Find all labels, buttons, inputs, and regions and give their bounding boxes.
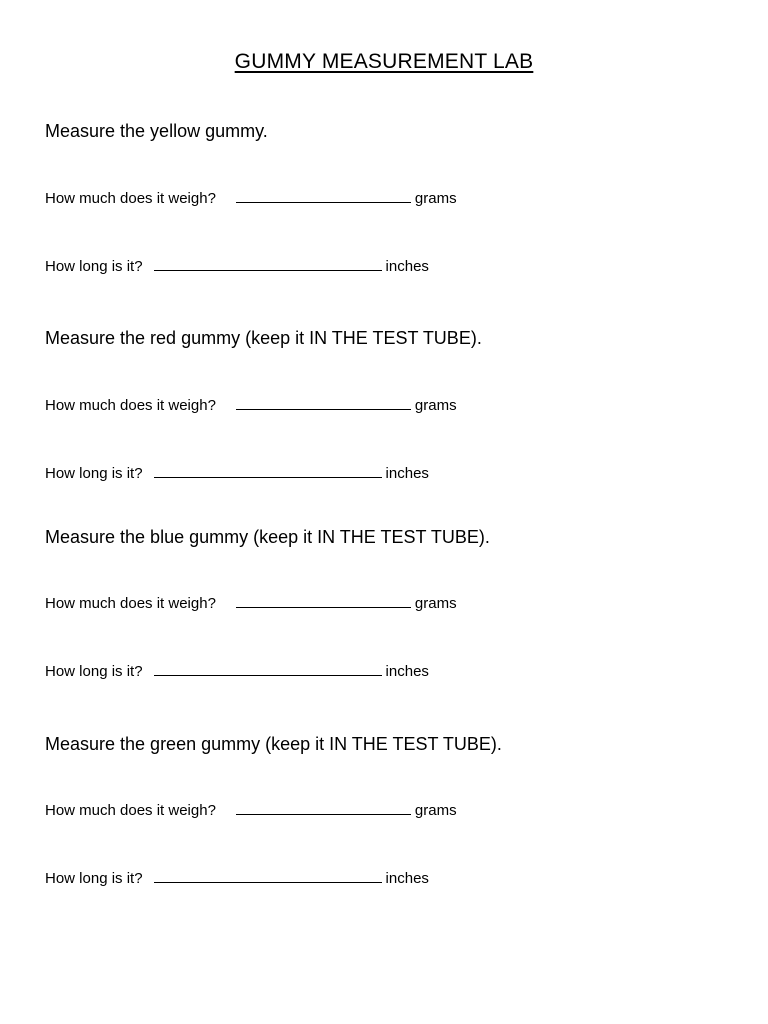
length-answer-blank[interactable] <box>154 256 382 271</box>
length-question-label: How long is it? <box>45 465 143 482</box>
question-length-yellow <box>45 256 429 275</box>
length-unit: inches <box>385 465 429 482</box>
question-weight-blue <box>45 593 457 612</box>
length-question-label: How long is it? <box>45 663 143 680</box>
question-length-red <box>45 463 429 482</box>
weight-question-label: How much does it weigh? <box>45 595 216 612</box>
section-heading-blue: Measure the blue gummy (keep it IN THE TEST TUBE). <box>45 527 490 547</box>
weight-question-label: How much does it weigh? <box>45 397 216 414</box>
weight-question-label: How much does it weigh? <box>45 802 216 819</box>
question-length-green <box>45 868 429 887</box>
question-weight-green <box>45 800 457 819</box>
section-heading-red: Measure the red gummy (keep it IN THE TEST TUBE). <box>45 328 482 348</box>
length-unit: inches <box>385 258 429 275</box>
weight-unit: grams <box>414 595 457 612</box>
weight-unit: grams <box>414 397 457 414</box>
section-heading-green: Measure the green gummy (keep it IN THE TEST TUBE). <box>45 734 502 754</box>
length-unit: inches <box>385 663 429 680</box>
length-answer-blank[interactable] <box>154 463 382 478</box>
length-question-label: How long is it? <box>45 870 143 887</box>
question-weight-red <box>45 395 457 414</box>
length-answer-blank[interactable] <box>154 868 382 883</box>
question-weight-yellow <box>45 188 457 207</box>
weight-answer-blank[interactable] <box>236 188 411 203</box>
weight-unit: grams <box>414 802 457 819</box>
weight-unit: grams <box>414 190 457 207</box>
weight-answer-blank[interactable] <box>236 800 411 815</box>
length-answer-blank[interactable] <box>154 661 382 676</box>
length-question-label: How long is it? <box>45 258 143 275</box>
weight-question-label: How much does it weigh? <box>45 190 216 207</box>
length-unit: inches <box>385 870 429 887</box>
question-length-blue <box>45 661 429 680</box>
page-title: GUMMY MEASUREMENT LAB <box>234 50 534 73</box>
section-heading-yellow: Measure the yellow gummy. <box>45 121 268 141</box>
weight-answer-blank[interactable] <box>236 395 411 410</box>
weight-answer-blank[interactable] <box>236 593 411 608</box>
